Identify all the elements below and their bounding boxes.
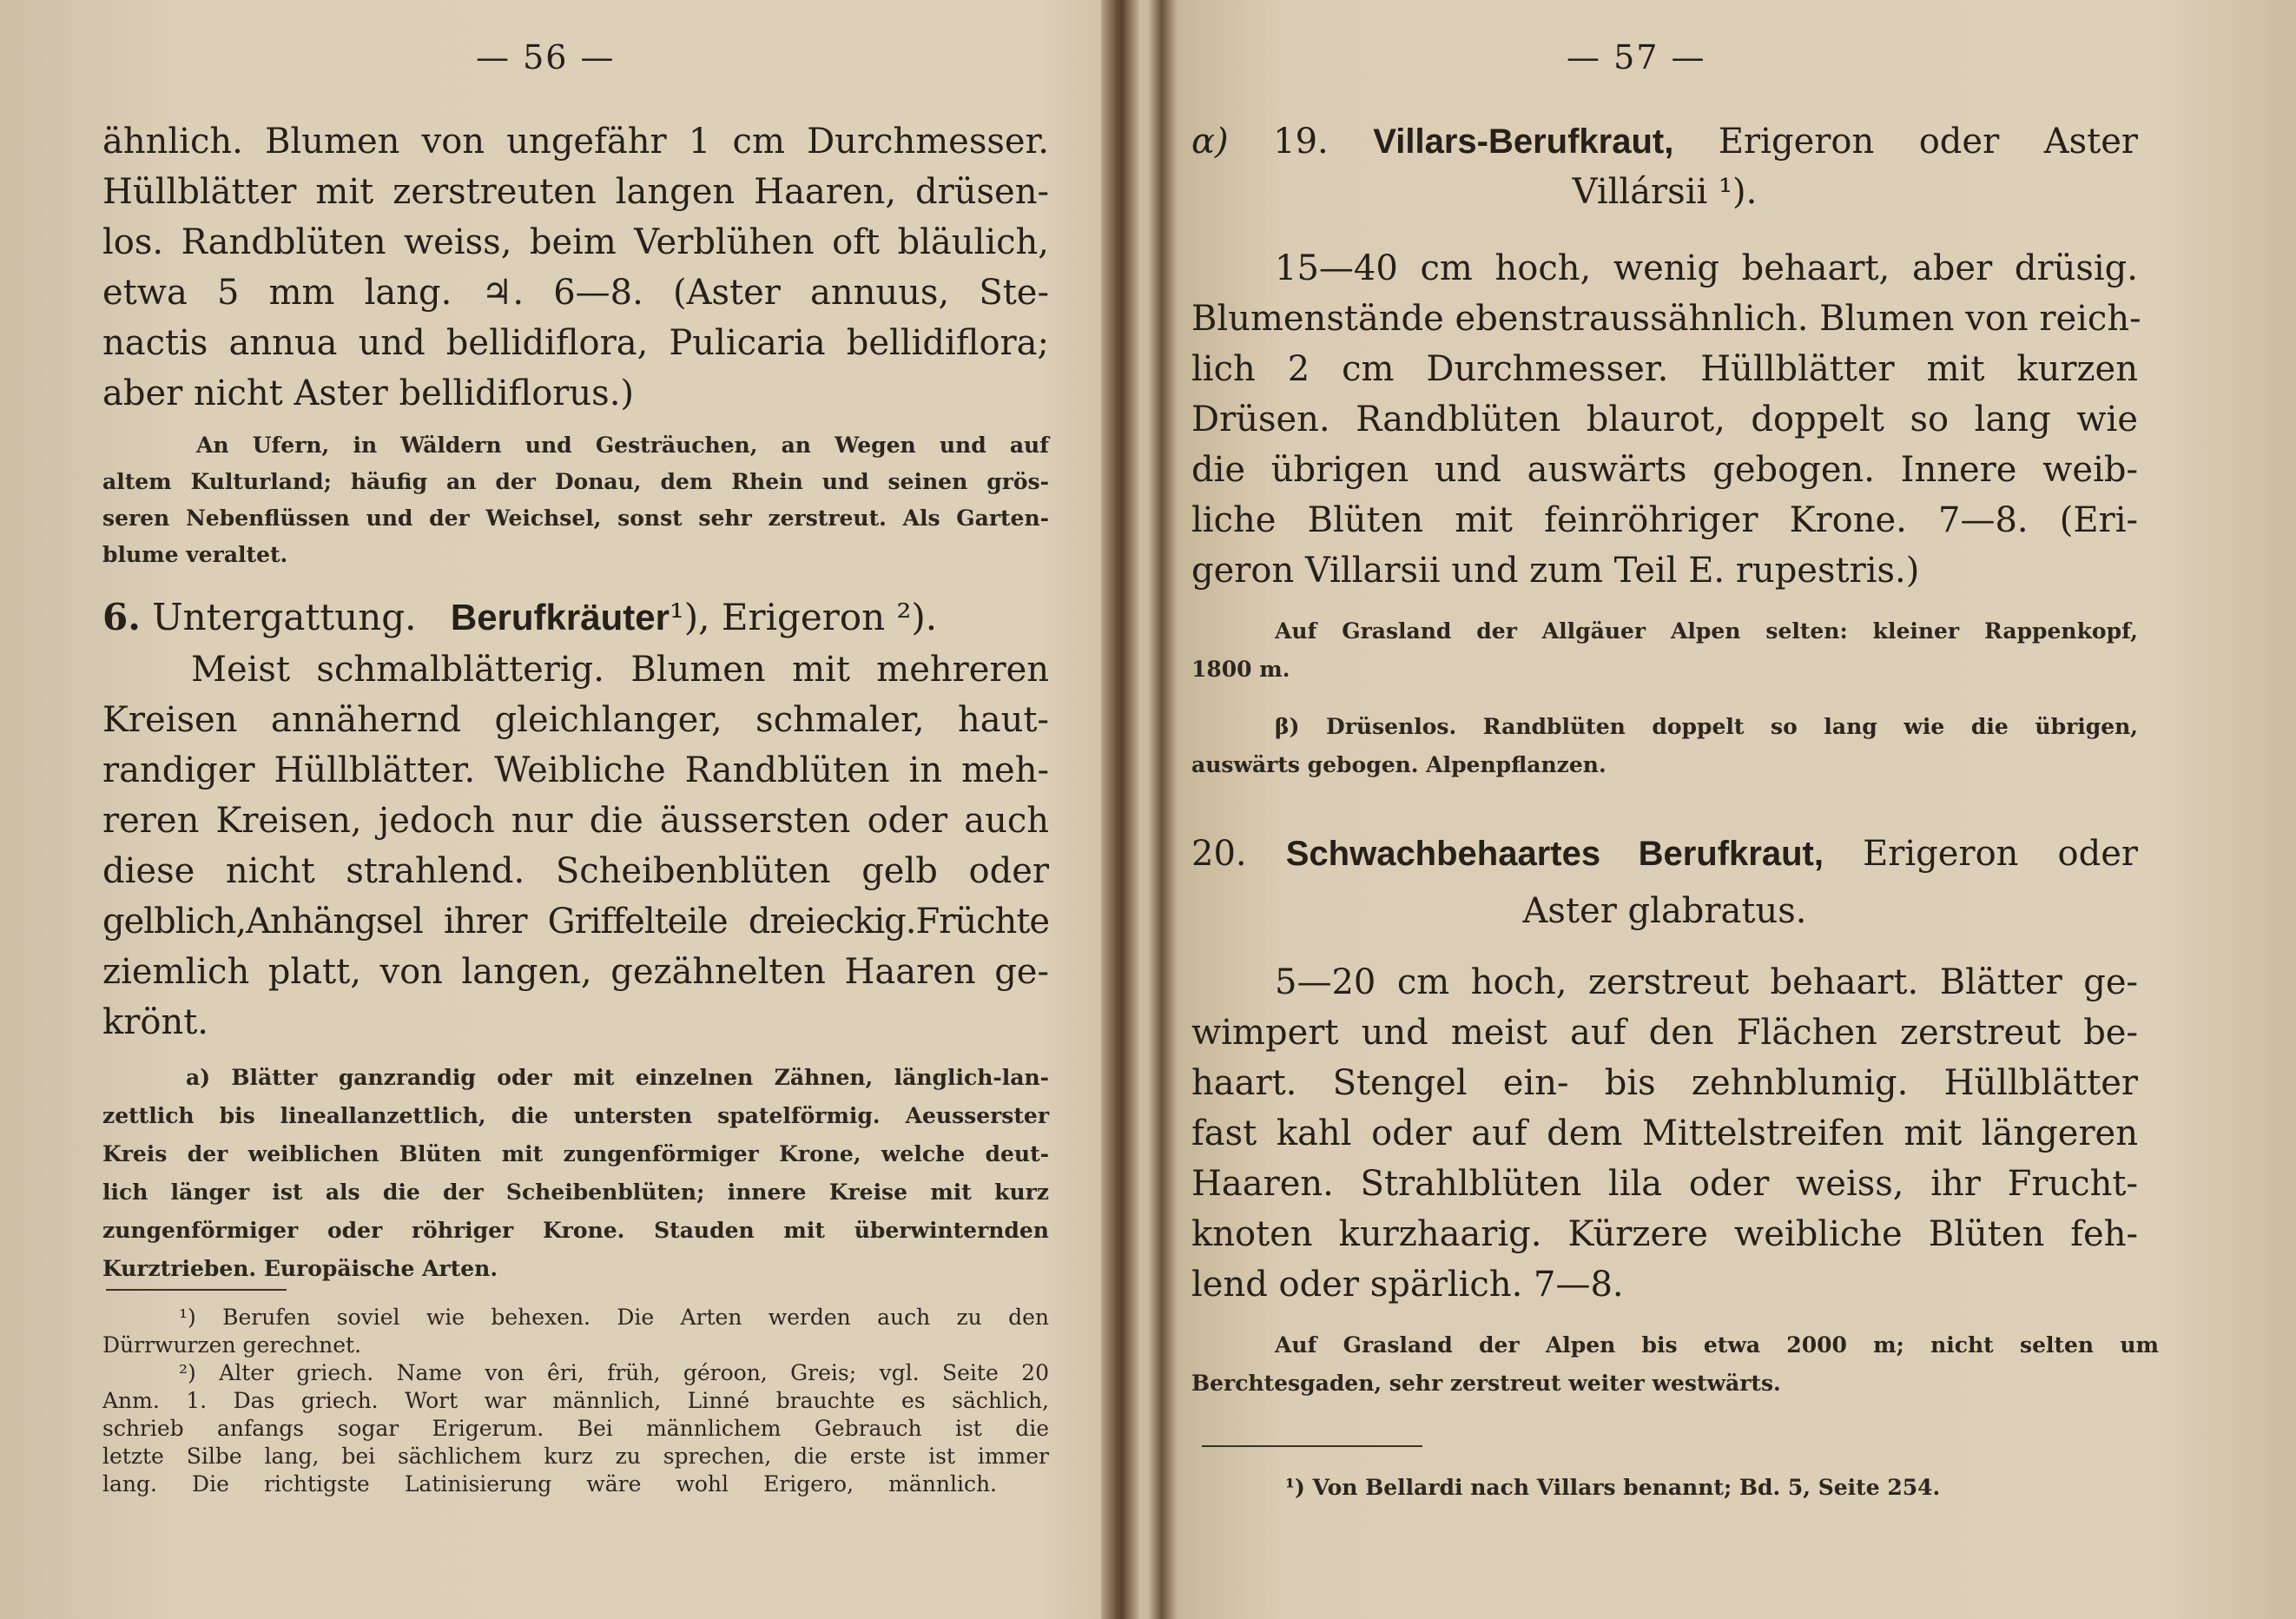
text-line: 15—40 cm hoch, wenig behaart, aber drüsig.	[1275, 248, 2138, 288]
text-line: 5—20 cm hoch, zerstreut behaart. Blätter ge-	[1275, 962, 2138, 1002]
text-line: Drüsen. Randblüten blaurot, doppelt so lang wie	[1191, 400, 2138, 439]
page-number-left: — 56 —	[476, 38, 616, 76]
right-page	[1191, 0, 2159, 1619]
text-line: gelblich,Anhängsel ihrer Griffelteile dreieckig.Früchte	[102, 902, 1049, 942]
text-line: krönt.	[102, 1002, 208, 1042]
text-line: randiger Hüllblätter. Weibliche Randblüten in meh-	[102, 750, 1049, 790]
subsection-line: a) Blätter ganzrandig oder mit einzelnen Zähnen, länglich-lan-	[186, 1065, 1049, 1090]
entry-20-heading	[1191, 834, 2138, 874]
habitat-line: Berchtesgaden, sehr zerstreut weiter westwärts.	[1191, 1371, 1781, 1396]
text-line: ähnlich. Blumen von ungefähr 1 cm Durchmesser.	[102, 122, 1049, 162]
footnote-line: lang. Die richtigste Latinisierung wäre wohl Erigero, männlich.	[102, 1471, 997, 1497]
subsection-line: Kreis der weiblichen Blüten mit zungenförmiger Krone, welche deut-	[102, 1141, 1049, 1166]
text-line: Haaren. Strahlblüten lila oder weiss, ihr Frucht-	[1191, 1164, 2138, 1204]
subsection-line: Kurztrieben. Europäische Arten.	[102, 1256, 498, 1281]
entry-bold-title: Schwachbehaartes Berufkraut,	[1285, 835, 1824, 873]
footnote-line: letzte Silbe lang, bei sächlichem kurz zu sprechen, die erste ist immer	[102, 1444, 1049, 1469]
section-number: 6.	[102, 596, 141, 638]
section-bold-title: Berufkräuter	[450, 597, 670, 638]
subsection-line: lich länger ist als die der Scheibenblüten; innere Kreise mit kurz	[102, 1180, 1049, 1205]
entry-number: 19.	[1273, 122, 1329, 162]
text-line: haart. Stengel ein- bis zehnblumig. Hüllblätter	[1191, 1063, 2138, 1103]
habitat-line: altem Kulturland; häufig an der Donau, dem Rhein und seinen grös-	[102, 469, 1049, 494]
text-line: fast kahl oder auf dem Mittelstreifen mit längeren	[1191, 1113, 2138, 1153]
text-line: etwa 5 mm lang. ♃. 6—8. (Aster annuus, Ste-	[102, 273, 1049, 313]
text-line: wimpert und meist auf den Flächen zerstreut be-	[1191, 1013, 2138, 1053]
entry-20-heading-line2: Aster glabratus.	[1522, 891, 1807, 931]
footnote-line: ¹) Von Bellardi nach Villars benannt; Bd. 5, Seite 254.	[1285, 1475, 1941, 1500]
variety-line: β) Drüsenlos. Randblüten doppelt so lang wie die übrigen,	[1275, 714, 2138, 739]
subsection-line: zettlich bis lineallanzettlich, die untersten spatelförmig. Aeusserster	[102, 1103, 1049, 1128]
entry-marker: α)	[1191, 122, 1229, 162]
footnote-line: Anm. 1. Das griech. Wort war männlich, Linné brauchte es sächlich,	[102, 1388, 1049, 1413]
text-line: Kreisen annähernd gleichlanger, schmaler, haut-	[102, 700, 1049, 740]
entry-19-heading	[1191, 122, 2138, 162]
page-number-right: — 57 —	[1567, 38, 1706, 76]
section-prefix: Untergattung.	[152, 596, 417, 638]
entry-suffix: Erigeron oder	[1863, 834, 2138, 874]
book-gutter	[1101, 0, 1139, 1619]
section-suffix: ¹), Erigeron ²).	[669, 596, 938, 638]
text-line: Hüllblätter mit zerstreuten langen Haaren, drüsen-	[102, 172, 1049, 212]
footnote-rule	[106, 1289, 287, 1291]
entry-19-heading-line2: Villársii ¹).	[1572, 172, 1758, 212]
footnote-line: schrieb anfangs sogar Erigerum. Bei männlichem Gebrauch ist die	[102, 1416, 1049, 1441]
text-line: liche Blüten mit feinröhriger Krone. 7—8. (Eri-	[1191, 500, 2138, 540]
text-line: nactis annua und bellidiflora, Pulicaria bellidiflora;	[102, 323, 1049, 363]
text-line: los. Randblüten weiss, beim Verblühen oft bläulich,	[102, 222, 1049, 262]
left-page	[102, 0, 1049, 1619]
text-line: ziemlich platt, von langen, gezähnelten Haaren ge-	[102, 952, 1049, 992]
text-line: lend oder spärlich. 7—8.	[1191, 1265, 1624, 1305]
habitat-line: Auf Grasland der Allgäuer Alpen selten: kleiner Rappenkopf,	[1275, 618, 2138, 644]
text-line: Meist schmalblätterig. Blumen mit mehreren	[191, 650, 1049, 690]
habitat-line: An Ufern, in Wäldern und Gesträuchen, an Wegen und auf	[196, 433, 1049, 458]
subsection-line: zungenförmiger oder röhriger Krone. Stauden mit überwinternden	[102, 1218, 1049, 1243]
footnote-line: ¹) Berufen soviel wie behexen. Die Arten werden auch zu den	[179, 1305, 1049, 1330]
footnote-line: ²) Alter griech. Name von êri, früh, géroon, Greis; vgl. Seite 20	[179, 1360, 1049, 1385]
text-line: reren Kreisen, jedoch nur die äussersten oder auch	[102, 801, 1049, 841]
entry-suffix: Erigeron oder Aster	[1718, 122, 2138, 162]
habitat-line: 1800 m.	[1191, 657, 1290, 682]
text-line: Blumenstände ebenstraussähnlich. Blumen von reich-	[1191, 299, 2141, 339]
entry-bold-title: Villars-Berufkraut,	[1373, 122, 1674, 161]
entry-number: 20.	[1191, 834, 1247, 874]
text-line: knoten kurzhaarig. Kürzere weibliche Blüten feh-	[1191, 1214, 2138, 1254]
habitat-line: Auf Grasland der Alpen bis etwa 2000 m; nicht selten um	[1275, 1332, 2159, 1358]
text-line: aber nicht Aster bellidiflorus.)	[102, 373, 635, 413]
section-heading	[102, 596, 937, 638]
text-line: lich 2 cm Durchmesser. Hüllblätter mit kurzen	[1191, 349, 2138, 389]
habitat-line: seren Nebenflüssen und der Weichsel, sonst sehr zerstreut. Als Garten-	[102, 506, 1049, 531]
text-line: die übrigen und auswärts gebogen. Innere weib-	[1191, 450, 2138, 490]
text-line: geron Villarsii und zum Teil E. rupestris.)	[1191, 551, 1920, 591]
text-line: diese nicht strahlend. Scheibenblüten gelb oder	[102, 851, 1049, 891]
footnote-rule	[1202, 1445, 1422, 1447]
habitat-line: blume veraltet.	[102, 542, 288, 567]
variety-line: auswärts gebogen. Alpenpflanzen.	[1191, 752, 1607, 777]
footnote-line: Dürrwurzen gerechnet.	[102, 1332, 362, 1358]
